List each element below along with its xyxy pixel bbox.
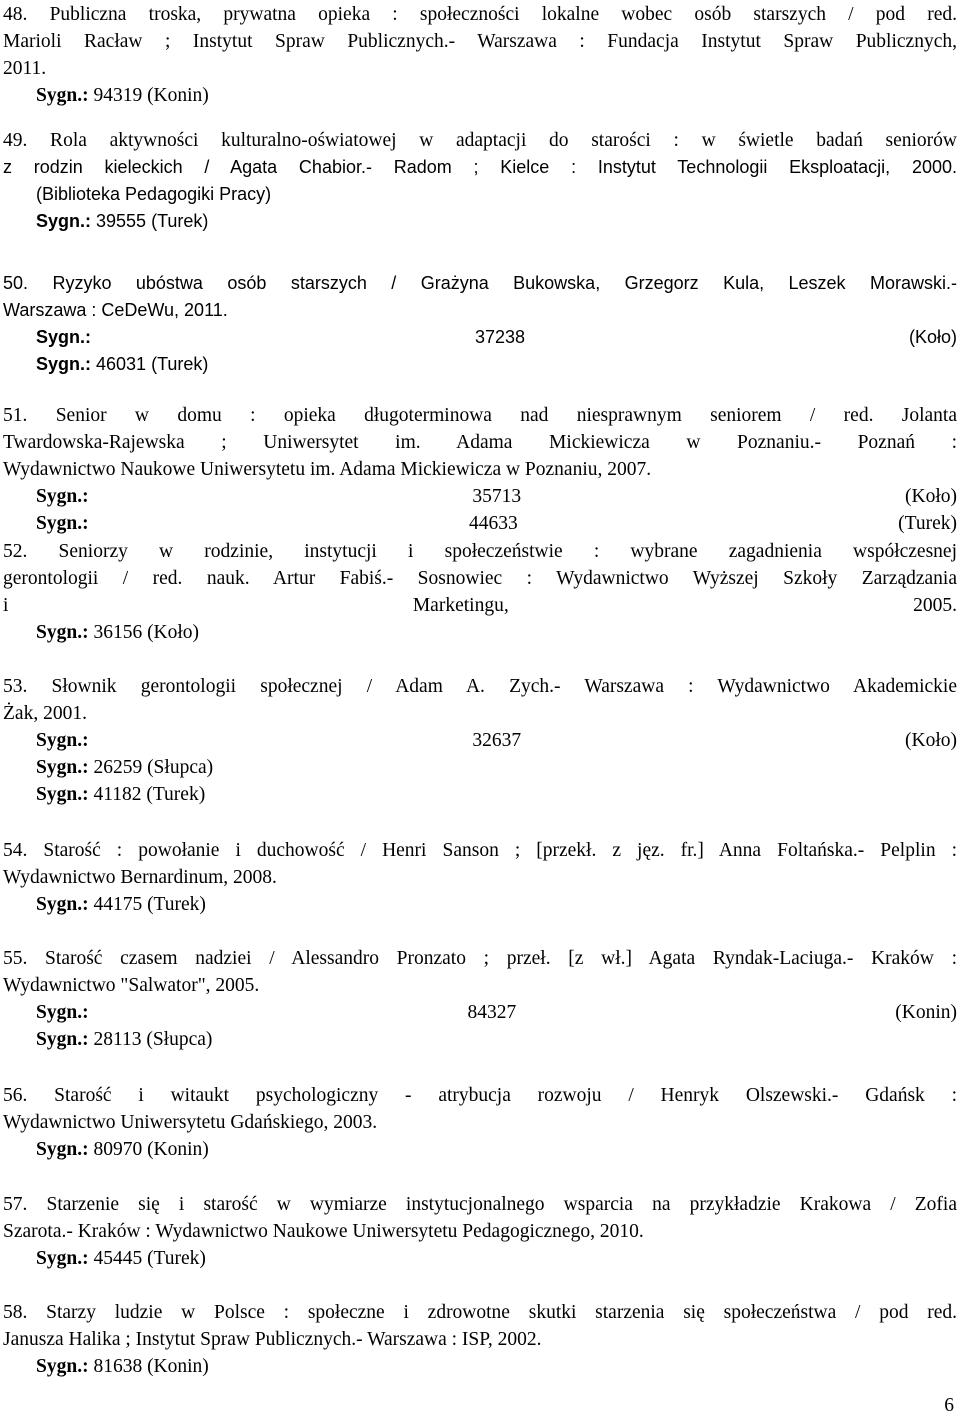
entry-text-line: gerontologii / red. nauk. Artur Fabiś.- Sosnowiec : Wydawnictwo Wyższej Szkoły Zarządzania <box>3 568 957 589</box>
signature-line <box>3 208 957 235</box>
entry-text-line: 2011. <box>3 58 47 79</box>
signature-label: Sygn.: <box>36 894 89 915</box>
entry-text-line: Warszawa : CeDeWu, 2011. <box>3 300 228 320</box>
signature-value: 36156 (Koło) <box>88 622 200 643</box>
entry-text-line: 51. Senior w domu : opieka długoterminowa nad niesprawnym seniorem / red. Jolanta <box>3 405 957 426</box>
signature-label: Sygn.: <box>36 327 92 347</box>
entry-text-line: 56. Starość i witaukt psychologiczny - atrybucja rozwoju / Henryk Olszewski.- Gdańsk : <box>3 1085 957 1106</box>
signature-label: Sygn.: <box>36 622 89 643</box>
signature-label: Sygn.: <box>36 1248 89 1269</box>
signature-location: (Konin) <box>895 1002 957 1023</box>
bib-entry-58 <box>3 1299 957 1380</box>
signature-label: Sygn.: <box>36 1029 89 1050</box>
signature-line <box>3 619 957 646</box>
signature-label: Sygn.: <box>36 85 89 106</box>
entry-text-line: Marioli Racław ; Instytut Spraw Publicznych.- Warszawa : Fundacja Instytut Spraw Publicznych, <box>3 31 957 52</box>
signature-line <box>3 727 957 754</box>
signature-number: 35713 <box>472 486 522 507</box>
signature-value: 81638 (Konin) <box>88 1356 209 1377</box>
bib-entry-53 <box>3 673 957 808</box>
signature-label: Sygn.: <box>36 211 92 231</box>
bib-entry-49 <box>3 127 957 235</box>
bib-entry-57 <box>3 1191 957 1272</box>
signature-line <box>3 891 957 918</box>
signature-label: Sygn.: <box>36 486 89 507</box>
entry-text-line: Wydawnictwo "Salwator", 2005. <box>3 975 260 996</box>
signature-value: 44175 (Turek) <box>88 894 206 915</box>
entry-text-fragment: 2005. <box>913 595 957 616</box>
signature-line <box>3 324 957 351</box>
signature-label: Sygn.: <box>36 1002 89 1023</box>
signature-number: 32637 <box>472 730 522 751</box>
signature-label: Sygn.: <box>36 513 89 534</box>
signature-label: Sygn.: <box>36 784 89 805</box>
signature-line <box>3 1245 957 1272</box>
entry-text-line: 48. Publiczna troska, prywatna opieka : społeczności lokalne wobec osób starszych / pod red. <box>3 4 957 25</box>
signature-value: 39555 (Turek) <box>91 211 209 231</box>
bib-entry-52 <box>3 538 957 646</box>
signature-location: (Koło) <box>905 486 957 507</box>
entry-text-line: Wydawnictwo Uniwersytetu Gdańskiego, 2003. <box>3 1112 378 1133</box>
entry-text-line: 57. Starzenie się i starość w wymiarze instytucjonalnego wsparcia na przykładzie Krakowa / Zofia <box>3 1194 957 1215</box>
signature-value: 46031 (Turek) <box>91 354 209 374</box>
signature-line <box>3 1353 957 1380</box>
entry-text-fragment: Marketingu, <box>412 595 509 616</box>
entry-text-line: 52. Seniorzy w rodzinie, instytucji i społeczeństwie : wybrane zagadnienia współczesnej <box>3 541 957 562</box>
signature-line <box>3 351 957 378</box>
page-number: 6 <box>944 1395 954 1416</box>
bib-entry-56 <box>3 1082 957 1163</box>
signature-location: (Koło) <box>908 327 957 347</box>
signature-value: 41182 (Turek) <box>88 784 206 805</box>
signature-label: Sygn.: <box>36 757 89 778</box>
entry-text-line: Janusza Halika ; Instytut Spraw Publicznych.- Warszawa : ISP, 2002. <box>3 1329 542 1350</box>
signature-value: 28113 (Słupca) <box>88 1029 213 1050</box>
entry-text-line: Twardowska-Rajewska ; Uniwersytet im. Adama Mickiewicza w Poznaniu.- Poznań : <box>3 432 957 453</box>
signature-number: 84327 <box>467 1002 517 1023</box>
signature-value: 80970 (Konin) <box>88 1139 209 1160</box>
entry-text-line: 55. Starość czasem nadziei / Alessandro Pronzato ; przeł. [z wł.] Agata Ryndak-Laciuga.- Kraków : <box>3 948 957 969</box>
signature-line <box>3 510 957 537</box>
bib-entry-50 <box>3 270 957 378</box>
signature-value: 26259 (Słupca) <box>88 757 214 778</box>
entry-text-line: (Biblioteka Pedagogiki Pracy) <box>36 184 272 204</box>
signature-line <box>3 82 957 109</box>
bib-entry-54 <box>3 837 957 918</box>
signature-label: Sygn.: <box>36 1356 89 1377</box>
signature-number: 44633 <box>468 513 518 534</box>
entry-text-line: 50. Ryzyko ubóstwa osób starszych / Grażyna Bukowska, Grzegorz Kula, Leszek Morawski.- <box>3 273 957 293</box>
entry-text-line: Wydawnictwo Bernardinum, 2008. <box>3 867 277 888</box>
signature-line <box>3 1026 957 1053</box>
entry-text-line: 53. Słownik gerontologii społecznej / Adam A. Zych.- Warszawa : Wydawnictwo Akademickie <box>3 676 957 697</box>
signature-label: Sygn.: <box>36 1139 89 1160</box>
entry-text-line: Szarota.- Kraków : Wydawnictwo Naukowe Uniwersytetu Pedagogicznego, 2010. <box>3 1221 644 1242</box>
signature-line <box>3 1136 957 1163</box>
signature-line <box>3 754 957 781</box>
entry-text-fragment: i <box>3 595 9 616</box>
entry-text-line: 54. Starość : powołanie i duchowość / Henri Sanson ; [przekł. z jęz. fr.] Anna Foltańska.- Pelplin : <box>3 840 957 861</box>
entry-text-line: z rodzin kieleckich / Agata Chabior.- Radom ; Kielce : Instytut Technologii Eksploatacji, 2000. <box>3 157 957 177</box>
signature-label: Sygn.: <box>36 730 89 751</box>
entry-text-line: Wydawnictwo Naukowe Uniwersytetu im. Adama Mickiewicza w Poznaniu, 2007. <box>3 459 652 480</box>
signature-value: 94319 (Konin) <box>88 85 209 106</box>
entry-text-line: 49. Rola aktywności kulturalno-oświatowej w adaptacji do starości : w świetle badań seniorów <box>3 130 957 151</box>
bib-entry-48 <box>3 1 957 109</box>
entry-text-line: 58. Starzy ludzie w Polsce : społeczne i zdrowotne skutki starzenia się społeczeństwa / pod red. <box>3 1302 957 1323</box>
signature-value: 45445 (Turek) <box>88 1248 206 1269</box>
signature-line <box>3 781 957 808</box>
signature-number: 37238 <box>474 327 526 347</box>
signature-label: Sygn.: <box>36 354 92 374</box>
signature-line <box>3 999 957 1026</box>
signature-location: (Turek) <box>898 513 957 534</box>
signature-line <box>3 483 957 510</box>
entry-text-line <box>3 592 957 619</box>
entry-text-line: Żak, 2001. <box>3 703 87 724</box>
bib-entry-55 <box>3 945 957 1053</box>
signature-location: (Koło) <box>905 730 957 751</box>
bib-entry-51 <box>3 402 957 537</box>
